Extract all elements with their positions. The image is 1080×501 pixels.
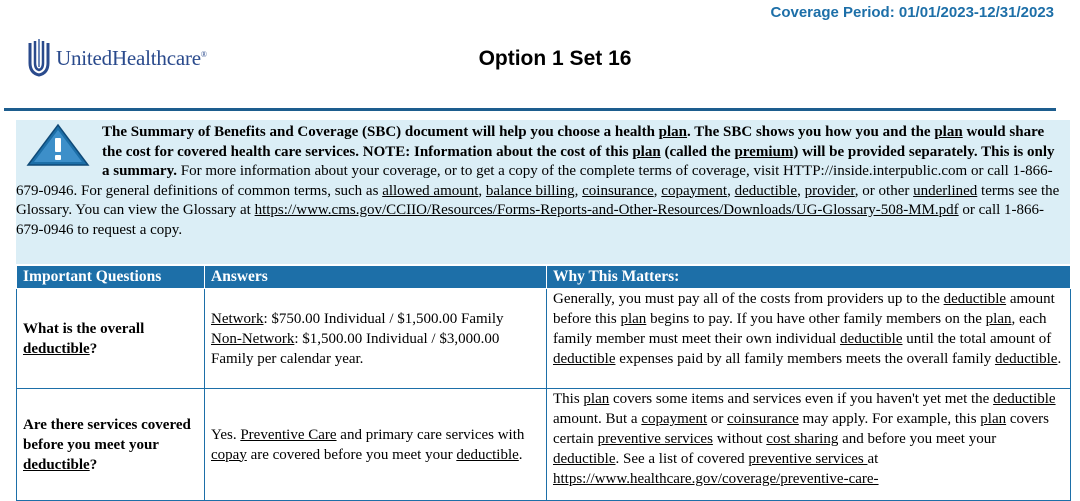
why-cell (547, 389, 1071, 501)
glossary-term[interactable]: preventive services (748, 451, 868, 467)
answer-cell: Network: $750.00 Individual / $1,500.00 Family Non-Network: $1,500.00 Individual / $3,000.00 Family per calendar year. (205, 289, 547, 389)
glossary-term[interactable]: deductible (553, 451, 616, 467)
glossary-term[interactable]: copayment (641, 411, 708, 427)
why-text: . See a list of covered (615, 451, 749, 467)
answer-cell: Yes. Preventive Care and primary care services with copay are covered before you meet your deductible. (205, 389, 547, 501)
table-header-row (17, 266, 1071, 289)
glossary-term[interactable]: deductible (840, 331, 903, 347)
why-text: at (867, 451, 879, 467)
glossary-term[interactable]: plan (980, 411, 1007, 427)
why-text: , each family member must meet their own individual (553, 311, 1047, 347)
why-cell (547, 289, 1071, 389)
glossary-term[interactable]: plan (985, 311, 1012, 327)
why-text: or (707, 411, 728, 427)
why-text: amount before this (553, 291, 1055, 327)
glossary-term[interactable]: plan (583, 391, 610, 407)
glossary-term[interactable]: plan (620, 311, 647, 327)
sbc-table (16, 265, 1071, 501)
table-row (17, 289, 1071, 389)
sbc-notice: The Summary of Benefits and Coverage (SBC) document will help you choose a health plan. The SBC shows you how you and the plan would share the cost for covered health care services. NOTE: Information about the cost of this plan (called the premium) will be provided separately. This is only a summary. For more information about your coverage, or to get a copy of the complete terms of coverage, visit HTTP://inside.interpublic.com or call 1-866-679-0946. For general definitions of common terms, such as allowed amount, balance billing, coinsurance, copayment, deductible, provider, or other underlined terms see the Glossary. You can view the Glossary at https://www.cms.gov/CCIIO/Resources/Forms-Reports-and-Other-Resources/Downloads/UG-Glossary-508-MM.pdf or call 1-866-679-0946 to request a copy. (16, 120, 1070, 264)
glossary-term[interactable]: https://www.healthcare.gov/coverage/preventive-care- (553, 471, 879, 487)
col-header: Answers (205, 266, 547, 289)
why-text: covers certain (553, 411, 1050, 447)
question-cell: Are there services covered before you meet your deductible? (17, 389, 205, 501)
why-text: without (712, 431, 767, 447)
glossary-term[interactable]: deductible (943, 291, 1007, 307)
glossary-term[interactable]: preventive services (597, 431, 713, 447)
why-text: may apply. For example, this (798, 411, 981, 427)
logo-wordmark: UnitedHealthcare® (56, 45, 207, 70)
term-link[interactable]: copayment (661, 182, 728, 199)
coverage-period: Coverage Period: 01/01/2023-12/31/2023 (770, 4, 1054, 21)
glossary-term[interactable]: deductible (994, 351, 1058, 367)
header-divider (4, 108, 1056, 111)
term-link[interactable]: deductible (734, 182, 798, 199)
why-text: . (1057, 351, 1062, 367)
why-text: begins to pay. If you have other family members on the (646, 311, 986, 327)
why-text: This (553, 391, 584, 407)
term-link[interactable]: provider (804, 182, 855, 199)
question-cell: What is the overall deductible? (17, 289, 205, 389)
why-text: covers some items and services even if you haven't yet met the (609, 391, 994, 407)
term-link[interactable]: coinsurance (582, 182, 654, 199)
why-text: expenses paid by all family members meets the overall family (615, 351, 995, 367)
glossary-term[interactable]: deductible (993, 391, 1056, 407)
warning-icon (22, 122, 94, 168)
table-row (17, 389, 1071, 501)
term-link[interactable]: allowed amount (382, 182, 479, 199)
col-header: Why This Matters: (547, 266, 1071, 289)
page-title: Option 1 Set 16 (478, 47, 632, 70)
glossary-term[interactable]: coinsurance (727, 411, 799, 427)
why-text: until the total amount of (902, 331, 1052, 347)
glossary-term[interactable]: deductible (553, 351, 616, 367)
glossary-term[interactable]: cost sharing (766, 431, 839, 447)
why-text: amount. But a (553, 411, 642, 427)
why-text: Generally, you must pay all of the costs from providers up to the (553, 291, 944, 307)
glossary-link[interactable]: https://www.cms.gov/CCIIO/Resources/Forms-Reports-and-Other-Resources/Downloads/UG-Glossary-508-MM.pdf (254, 202, 959, 218)
term-link[interactable]: balance billing (485, 182, 575, 199)
why-text: and before you meet your (838, 431, 997, 447)
col-header: Important Questions (17, 266, 205, 289)
